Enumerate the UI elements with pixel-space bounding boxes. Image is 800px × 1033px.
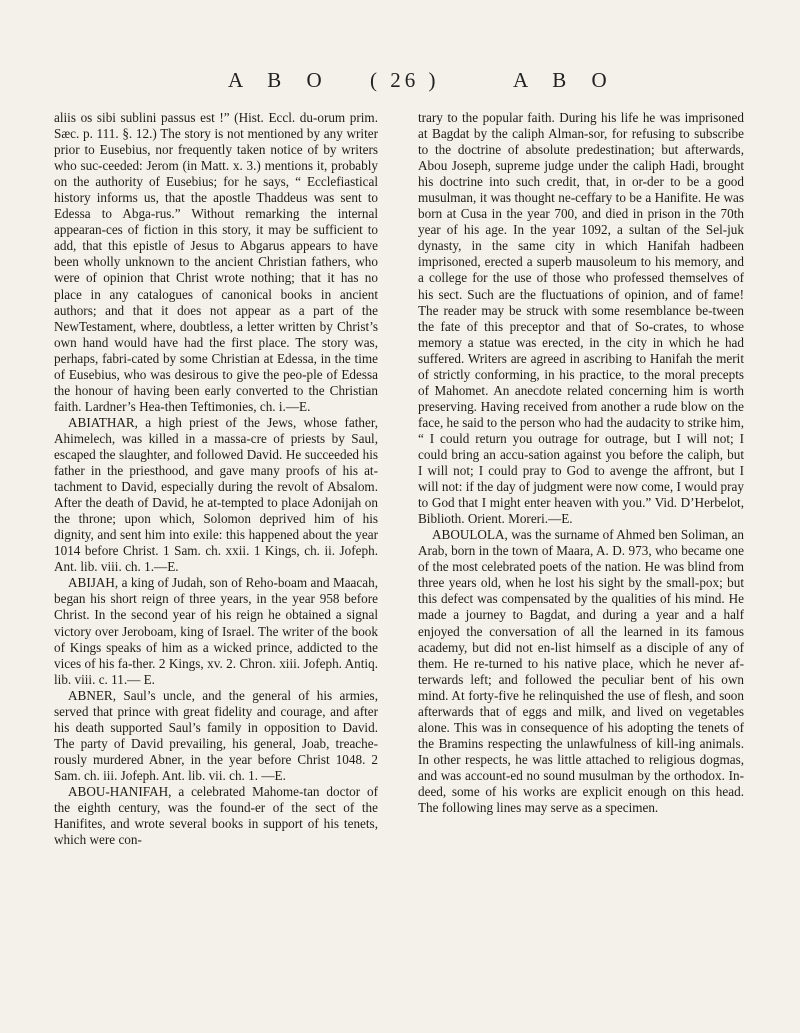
entry-abgarus-continued: aliis os sibi sublini passus est !” (Hist. Eccl. du-orum prim. Sæc. p. 111. §. 12.) The story is not mentioned by any writer prior to Eusebius, nor frequently taken notice of by writers who suc-ceeded: Jerom (in Matt. x. 3.) mentions it, probably on the authority of Eusebius; for he says, “ Ecclefiastical history informs us, that the apostle Thaddeus was sent to Edessa to Abga-rus.” Without remarking the internal appearan-ces of fiction in this story, it may be sufficient to add, that this epistle of Jesus to Abgarus appears to have been wholly unknown to the ancient Christian fathers, who were of opinion that Christ wrote nothing; that it has no place in any catalogues of canonical books in ancient authors; and that it does not appear as a part of the NewTestament, where, doubtless, a letter written by Christ’s own hand would have had the first place. The story was, perhaps, fabri-cated by some Christian at Edessa, in the time of Eusebius, who was desirous to give the peo-ple of Edessa the honour of having been early converted to the Christian faith. Lardner’s Hea-then Teftimonies, ch. i.—E.	[54, 110, 378, 414]
entry-abijah: ABIJAH, a king of Judah, son of Reho-boam and Maacah, began his short reign of three years, in the year 958 before Christ. In the second year of his reign he obtained a signal victory over Jeroboam, king of Israel. The writer of the book of Kings speaks of him as a wicked prince, addicted to the vices of his fa-ther. 2 Kings, xv. 2. Chron. xiii. Jofeph. Antiq. lib. viii. c. 11.— E.	[54, 575, 378, 687]
entry-abner: ABNER, Saul’s uncle, and the general of his armies, served that prince with great fidelity and courage, and after his death supported Saul’s family in opposition to David. The party of David prevailing, his general, Joab, treache-rously murdered Abner, in the year before Christ 1048. 2 Sam. ch. iii. Jofeph. Ant. lib. vii. ch. 1. —E.	[54, 687, 378, 783]
running-header	[0, 68, 800, 96]
entry-abiathar: ABIATHAR, a high priest of the Jews, whose father, Ahimelech, was killed in a massa-cre of priests by Saul, escaped the slaughter, and followed David. He succeeded his father in the priesthood, and gave many proofs of his at-tachment to David, especially during the revolt of Absalom. After the death of David, he at-tempted to place Adonijah on the throne; upon which, Solomon deprived him of his dignity, and sent him into exile: this happened about the year 1014 before Christ. 1 Sam. ch. xxii. 1 Kings, ch. ii. Jofeph. Ant. lib. viii. ch. 1.—E.	[54, 414, 378, 575]
entry-abou-hanifah: ABOU-HANIFAH, a celebrated Mahome-tan doctor of the eighth century, was the found-er of the sect of the Hanifites, and wrote several books in support of his tenets, which were con-	[54, 783, 378, 848]
header-right-keyword: A B O	[513, 68, 617, 92]
entry-aboulola: ABOULOLA, was the surname of Ahmed ben Soliman, an Arab, born in the town of Maara, A. D. 973, who became one of the most celebrated poets of the nation. He was blind from three years old, when he lost his sight by the small-pox; but this defect was compensated by the qualities of his mind. He made a journey to Bagdat, and during a year and a half enjoyed the conversation of all the learned in its famous academy, but did not en-list himself as a disciple of any of them. He re-turned to his native place, which he never af-terwards left; and followed the peculiar bent of his own mind. At forty-five he relinquished the use of flesh, and soon afterwards that of eggs and milk, and lived on vegetables alone. This was in consequence of his adopting the tenets of the Bramins respecting the unlawfulness of kill-ing animals. In other respects, he was little attached to religious dogmas, and was account-ed no sound musulman by the orthodox. In-deed, some of his works are explicit enough on this head. The following lines may serve as a specimen.	[418, 527, 744, 816]
left-column	[54, 110, 378, 848]
header-left-keyword: A B O	[228, 68, 332, 92]
right-column	[418, 110, 744, 816]
entry-abou-hanifah-continued: trary to the popular faith. During his life he was imprisoned at Bagdat by the caliph Alman-sor, for refusing to subscribe to the doctrine of absolute predestination; but afterwards, Abou Joseph, supreme judge under the caliph Hadi, brought his doctrine into such credit, that, in or-der to be a good musulman, it was thought ne-ceffary to be a Hanifite. He was born at Cusa in the year 700, and died in prison in the 70th year of his age. In the year 1092, a sultan of the Sel-juk dynasty, in the same city in which Hanifah hadbeen imprisoned, erected a superb mausoleum to his memory, and a college for the use of those who professed themselves of his sect. Such are the fluctuations of opinion, and of fame! The reader may be struck with some resemblance be-tween the fate of this preceptor and that of So-crates, to whose memory a statue was erected, in the city in which he had suffered. Writers are agreed in ascribing to Hanifah the merit of strictly conforming, in his practice, to the moral precepts of Mahomet. An anecdote related concerning him is worth preserving. Having received from another a rude blow on the face, he said to the person who had the audacity to strike him, “ I could return you outrage for outrage, but I will not; I could bring an accu-sation against you before the caliph, but I will not; I could pray to God to avenge the affront, but I will not: if the day of judgment were now come, I would pray to God that I might enter heaven with you.” Vid. D’Herbelot, Biblioth. Orient. Moreri.—E.	[418, 110, 744, 527]
page-number: ( 26 )	[370, 68, 440, 92]
